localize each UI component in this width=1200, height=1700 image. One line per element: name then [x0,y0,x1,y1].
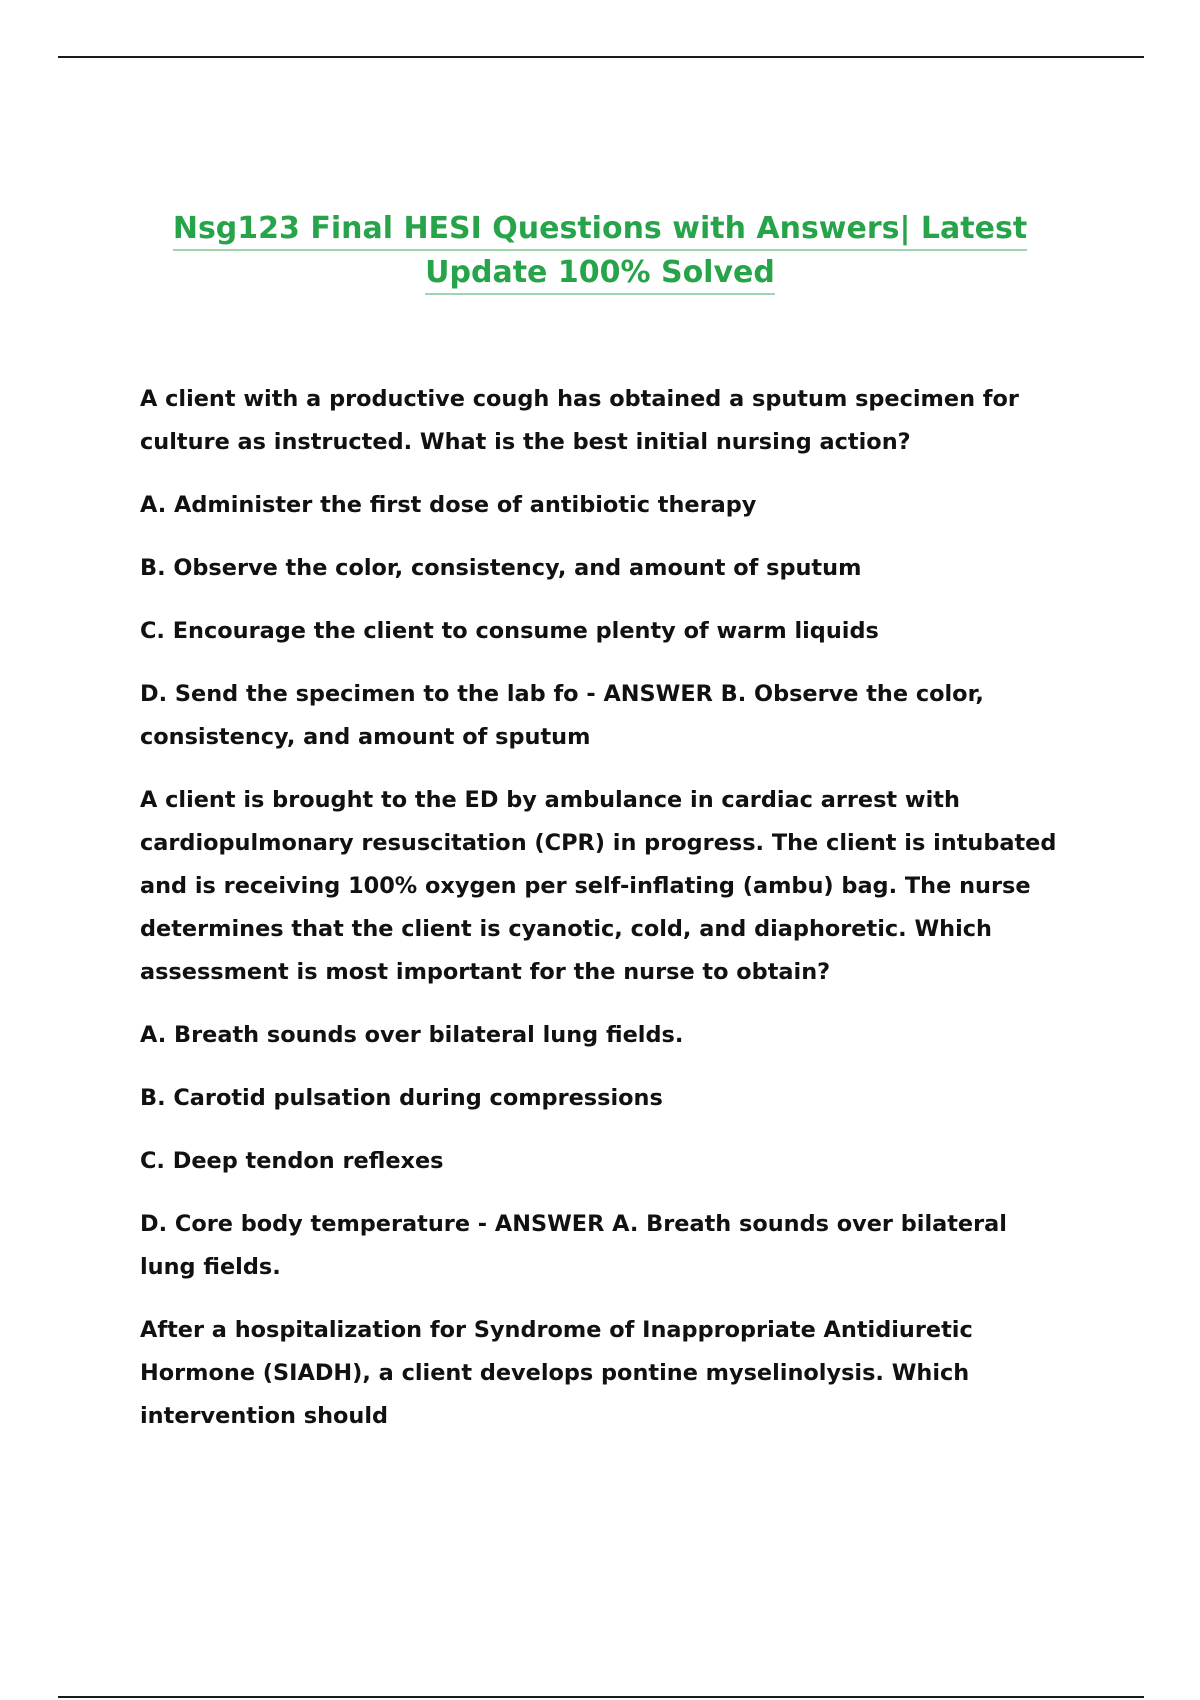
question-2-option-a: A. Breath sounds over bilateral lung fields. [140,1022,684,1048]
question-1-option-a: A. Administer the first dose of antibiotic therapy [140,492,757,518]
question-2-option-b: B. Carotid pulsation during compressions [140,1085,663,1111]
question-1-option-b: B. Observe the color, consistency, and amount of sputum [140,555,862,581]
title-line-2: Update 100% Solved [425,253,775,295]
title-line-1: Nsg123 Final HESI Questions with Answers| Latest [173,209,1027,251]
top-divider [58,56,1144,58]
question-2-option-d-answer: D. Core body temperature - ANSWER A. Breath sounds over bilateral lung fields. [140,1211,1007,1280]
bottom-divider [58,1696,1144,1698]
question-1-option-c: C. Encourage the client to consume plenty of warm liquids [140,618,879,644]
document-body [140,378,1070,1458]
question-2-option-c: C. Deep tendon reflexes [140,1148,444,1174]
question-2-stem: A client is brought to the ED by ambulance in cardiac arrest with cardiopulmonary resuscitation (CPR) in progress. The client is intubated and is receiving 100% oxygen per self-inflating (ambu) bag. The nurse determines that the client is cyanotic, cold, and diaphoretic. Which assessment is most important for the nurse to obtain? [140,787,1057,985]
question-3-stem: After a hospitalization for Syndrome of Inappropriate Antidiuretic Hormone (SIADH), a client develops pontine myselinolysis. Which intervention should [140,1317,973,1429]
question-1-stem: A client with a productive cough has obtained a sputum specimen for culture as instructed. What is the best initial nursing action? [140,386,1019,455]
question-1-option-d-answer: D. Send the specimen to the lab fo - ANSWER B. Observe the color, consistency, and amount of sputum [140,681,984,750]
document-title [100,207,1100,295]
